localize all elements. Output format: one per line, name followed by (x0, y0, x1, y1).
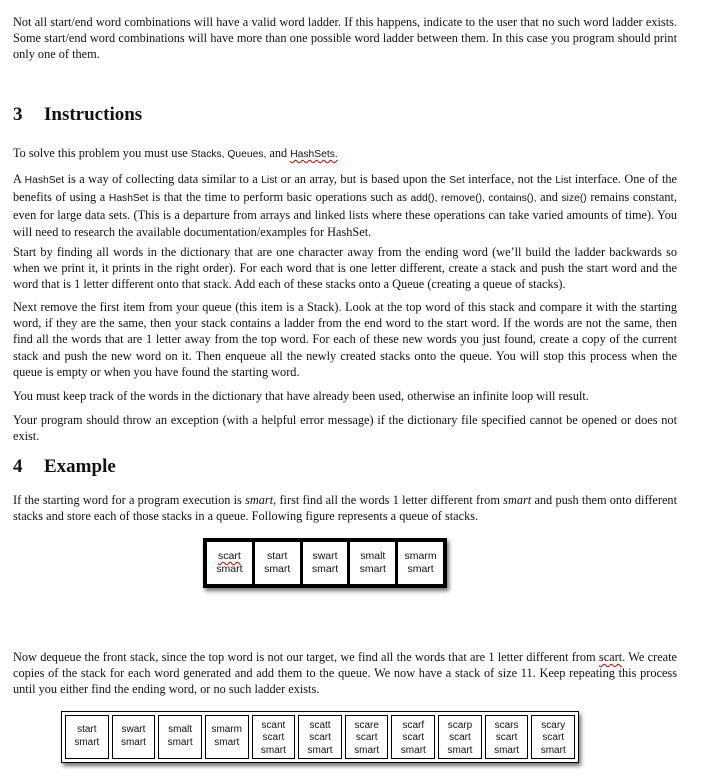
stack-cell: swart smart (303, 542, 348, 584)
section-number: 4 (13, 456, 23, 477)
stack-cell: swart smart (112, 715, 156, 759)
instructions-paragraph-4: Next remove the first item from your queue (this item is a Stack). Look at the top word of this stack and compare it with the starting word, if they are the same, then your stack contains a ladder from the end word to the start word. If the words are not the same, then find all the words that are 1 letter away from the top word. For each of these new words you just found, create a copy of the current stack and push the new word on it. Then enqueue all the newly created stacks onto the queue. You will stop this process when the queue is empty or when you have found the starting word. (13, 300, 677, 379)
stack-cell: smarm smart (398, 542, 443, 584)
stack-cell: scarf scart smart (391, 715, 435, 759)
section-4-heading (13, 456, 116, 478)
stack-cell: scatt scart smart (298, 715, 342, 759)
queue-of-stacks-figure-2 (61, 711, 579, 763)
section-title: Instructions (44, 104, 143, 125)
stack-cell: scant scart smart (252, 715, 296, 759)
intro-paragraph: Not all start/end word combinations will have a valid word ladder. If this happens, indicate to the user that no such word ladder exists. Some start/end word combinations will have more than one possible word ladder between them. In this case you program should print only one of them. (13, 15, 677, 62)
stack-cell: scare scart smart (345, 715, 389, 759)
stack-cell: smalt smart (350, 542, 395, 584)
queue-of-stacks-figure-1 (203, 538, 447, 588)
example-paragraph-2: Now dequeue the front stack, since the top word is not our target, we find all the words that are 1 letter different from scart. We create copies of the stack for each word generated and add them to the queue. We now have a stack of size 11. Keep repeating this process until you either find the ending word, or no such ladder exists. (13, 650, 677, 697)
stack-cell: smalt smart (158, 715, 202, 759)
stack-cell: scary scart smart (531, 715, 575, 759)
section-3-heading (13, 104, 142, 126)
stack-cell: smarm smart (205, 715, 249, 759)
stack-cell: start smart (65, 715, 109, 759)
instructions-paragraph-5: You must keep track of the words in the dictionary that have already been used, otherwise an infinite loop will result. (13, 389, 589, 403)
instructions-paragraph-3: Start by finding all words in the dictionary that are one character away from the ending word (we’ll build the ladder backwards so when we print it, it prints in the right order). For each word that is one letter different, create a stack and push the start word and the word that is 1 letter different onto that stack. Add each of these stacks onto a Queue (creating a queue of stacks). (13, 245, 677, 292)
stack-cell: scart smart (207, 542, 252, 584)
stack-cell: start smart (255, 542, 300, 584)
stack-cell: scars scart smart (485, 715, 529, 759)
instructions-paragraph-2: A HashSet is a way of collecting data similar to a List or an array, but is based upon the Set interface, not the List interface. One of the benefits of using a HashSet is that the time to perform basic operations such as add(), remove(), contains(), and size() remains constant, even for large data sets. (This is a departure from arrays and linked lists where these operations can take varied amounts of time). You will need to research the available documentation/examples for HashSet. (13, 172, 677, 239)
section-title: Example (44, 456, 116, 477)
instructions-paragraph-6: Your program should throw an exception (with a helpful error message) if the dictionary file specified cannot be opened or does not exist. (13, 413, 677, 444)
stack-cell: scarp scart smart (438, 715, 482, 759)
instructions-paragraph-1: To solve this problem you must use Stacks, Queues, and HashSets. (13, 146, 338, 160)
section-number: 3 (13, 104, 23, 125)
example-paragraph-1: If the starting word for a program execution is smart, first find all the words 1 letter different from smart and push them onto different stacks and store each of those stacks in a queue. Following figure represents a queue of stacks. (13, 493, 677, 524)
